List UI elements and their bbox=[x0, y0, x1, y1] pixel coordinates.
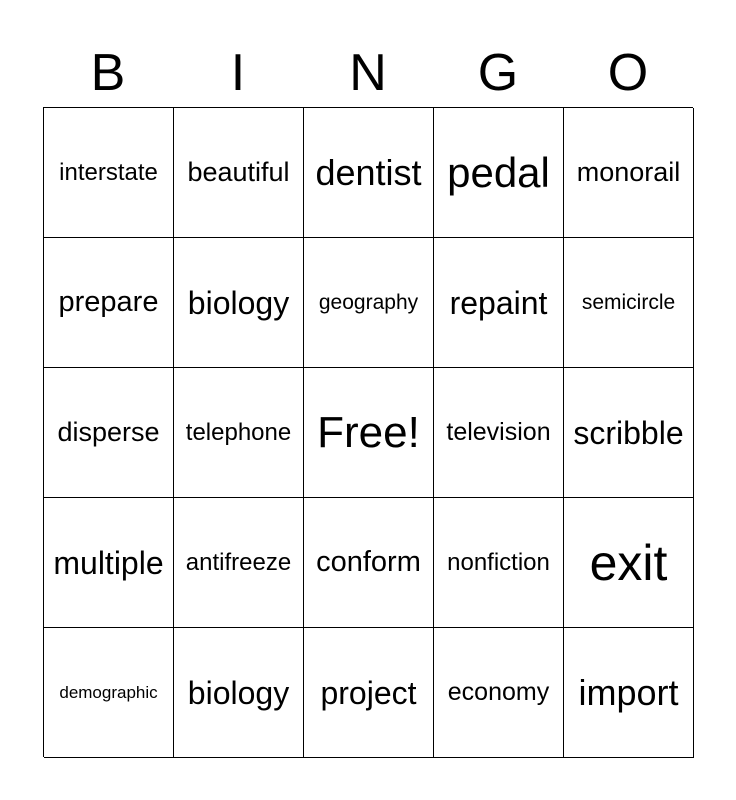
free-space[interactable]: Free! bbox=[304, 368, 434, 498]
bingo-cell[interactable]: demographic bbox=[44, 628, 174, 758]
bingo-cell[interactable]: exit bbox=[564, 498, 694, 628]
bingo-cell[interactable]: conform bbox=[304, 498, 434, 628]
bingo-cell[interactable]: import bbox=[564, 628, 694, 758]
bingo-cell[interactable]: economy bbox=[434, 628, 564, 758]
bingo-cell[interactable]: biology bbox=[174, 238, 304, 368]
header-letter-n: N bbox=[349, 44, 387, 102]
bingo-cell[interactable]: interstate bbox=[44, 108, 174, 238]
bingo-cell[interactable]: beautiful bbox=[174, 108, 304, 238]
bingo-cell[interactable]: pedal bbox=[434, 108, 564, 238]
bingo-cell[interactable]: disperse bbox=[44, 368, 174, 498]
bingo-cell[interactable]: telephone bbox=[174, 368, 304, 498]
header-letter-i: I bbox=[230, 44, 246, 102]
header-letter-b: B bbox=[90, 44, 126, 102]
bingo-cell[interactable]: nonfiction bbox=[434, 498, 564, 628]
bingo-cell[interactable]: prepare bbox=[44, 238, 174, 368]
header-letter-o: O bbox=[607, 44, 649, 102]
bingo-cell[interactable]: antifreeze bbox=[174, 498, 304, 628]
bingo-header bbox=[43, 40, 693, 106]
bingo-board bbox=[43, 107, 693, 757]
bingo-cell[interactable]: monorail bbox=[564, 108, 694, 238]
bingo-cell[interactable]: semicircle bbox=[564, 238, 694, 368]
bingo-cell[interactable]: geography bbox=[304, 238, 434, 368]
bingo-cell[interactable]: project bbox=[304, 628, 434, 758]
bingo-cell[interactable]: television bbox=[434, 368, 564, 498]
header-letter-g: G bbox=[477, 44, 519, 102]
bingo-cell[interactable]: dentist bbox=[304, 108, 434, 238]
bingo-cell[interactable]: repaint bbox=[434, 238, 564, 368]
bingo-cell[interactable]: multiple bbox=[44, 498, 174, 628]
bingo-cell[interactable]: biology bbox=[174, 628, 304, 758]
bingo-cell[interactable]: scribble bbox=[564, 368, 694, 498]
